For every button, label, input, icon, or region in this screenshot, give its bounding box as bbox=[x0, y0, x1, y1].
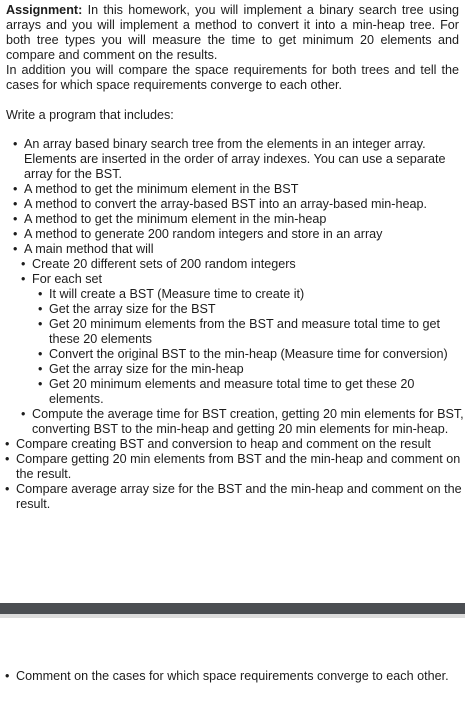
bullet: • bbox=[21, 407, 26, 421]
bullet: • bbox=[21, 257, 26, 271]
bullet: • bbox=[13, 197, 18, 211]
bullet: • bbox=[13, 182, 18, 196]
requirements-list bbox=[0, 137, 465, 257]
bullet: • bbox=[38, 377, 43, 391]
bullet: • bbox=[13, 212, 18, 226]
compare-list bbox=[0, 437, 465, 512]
list-item: • Compare average array size for the BST and the min-heap and comment on the result. bbox=[5, 482, 462, 511]
list-item: • Get 20 minimum elements and measure total time to get these 20 elements. bbox=[38, 377, 415, 406]
bullet: • bbox=[13, 137, 18, 151]
bullet: • bbox=[38, 362, 43, 376]
list-item: • Compare creating BST and conversion to heap and comment on the result bbox=[5, 437, 431, 451]
list-item: • Comment on the cases for which space requirements converge to each other. bbox=[5, 669, 449, 683]
list-item: • Get the array size for the BST bbox=[38, 302, 216, 316]
program-heading: Write a program that includes: bbox=[6, 108, 174, 122]
bullet: • bbox=[13, 242, 18, 256]
assignment-description: In this homework, you will implement a binary search tree using arrays and you will implement a method to convert it into a min-heap tree. For both tree types you will measure the time to get minimum 20 elements and compare and comment on the results. bbox=[6, 3, 459, 62]
page-divider-shadow bbox=[0, 614, 465, 618]
bullet: • bbox=[5, 482, 10, 496]
footer-list bbox=[0, 669, 465, 684]
list-item: • A method to get the minimum element in the min-heap bbox=[13, 212, 327, 226]
per-set-steps-list bbox=[0, 287, 465, 407]
list-item: • Create 20 different sets of 200 random integers bbox=[21, 257, 296, 271]
bullet: • bbox=[5, 437, 10, 451]
bullet: • bbox=[38, 317, 43, 331]
bullet: • bbox=[38, 347, 43, 361]
list-item: • A method to generate 200 random integers and store in an array bbox=[13, 227, 383, 241]
page-divider bbox=[0, 603, 465, 614]
list-item: • For each set bbox=[21, 272, 102, 286]
bullet: • bbox=[38, 302, 43, 316]
assignment-intro bbox=[0, 0, 465, 63]
assignment-space-note: In addition you will compare the space requirements for both trees and tell the cases for which space requirements converge to each other. bbox=[6, 63, 459, 92]
bullet: • bbox=[21, 272, 26, 286]
list-item: • A method to convert the array-based BST into an array-based min-heap. bbox=[13, 197, 427, 211]
list-item: • Compare getting 20 min elements from BST and the min-heap and comment on the result. bbox=[5, 452, 461, 481]
list-item: • A method to get the minimum element in the BST bbox=[13, 182, 299, 196]
footer-section bbox=[0, 669, 465, 684]
bullet: • bbox=[5, 669, 10, 683]
main-method-list bbox=[0, 257, 465, 287]
list-item: • Convert the original BST to the min-heap (Measure time for conversion) bbox=[38, 347, 448, 361]
list-item: • Compute the average time for BST creation, getting 20 min elements for BST, converting BST to the min-heap and getting 20 min elements for min-heap. bbox=[21, 407, 464, 436]
compute-list bbox=[0, 407, 465, 437]
assignment-label: Assignment: bbox=[6, 3, 83, 17]
list-item: • Get the array size for the min-heap bbox=[38, 362, 244, 376]
bullet: • bbox=[5, 452, 10, 466]
list-item: • It will create a BST (Measure time to create it) bbox=[38, 287, 305, 301]
bullet: • bbox=[13, 227, 18, 241]
bullet: • bbox=[38, 287, 43, 301]
list-item: • Get 20 minimum elements from the BST and measure total time to get these 20 elements bbox=[38, 317, 441, 346]
list-item: • A main method that will bbox=[13, 242, 154, 256]
list-item: • An array based binary search tree from the elements in an integer array. Elements are inserted in the order of array indexes. You can use a separate array for the BST. bbox=[13, 137, 446, 181]
